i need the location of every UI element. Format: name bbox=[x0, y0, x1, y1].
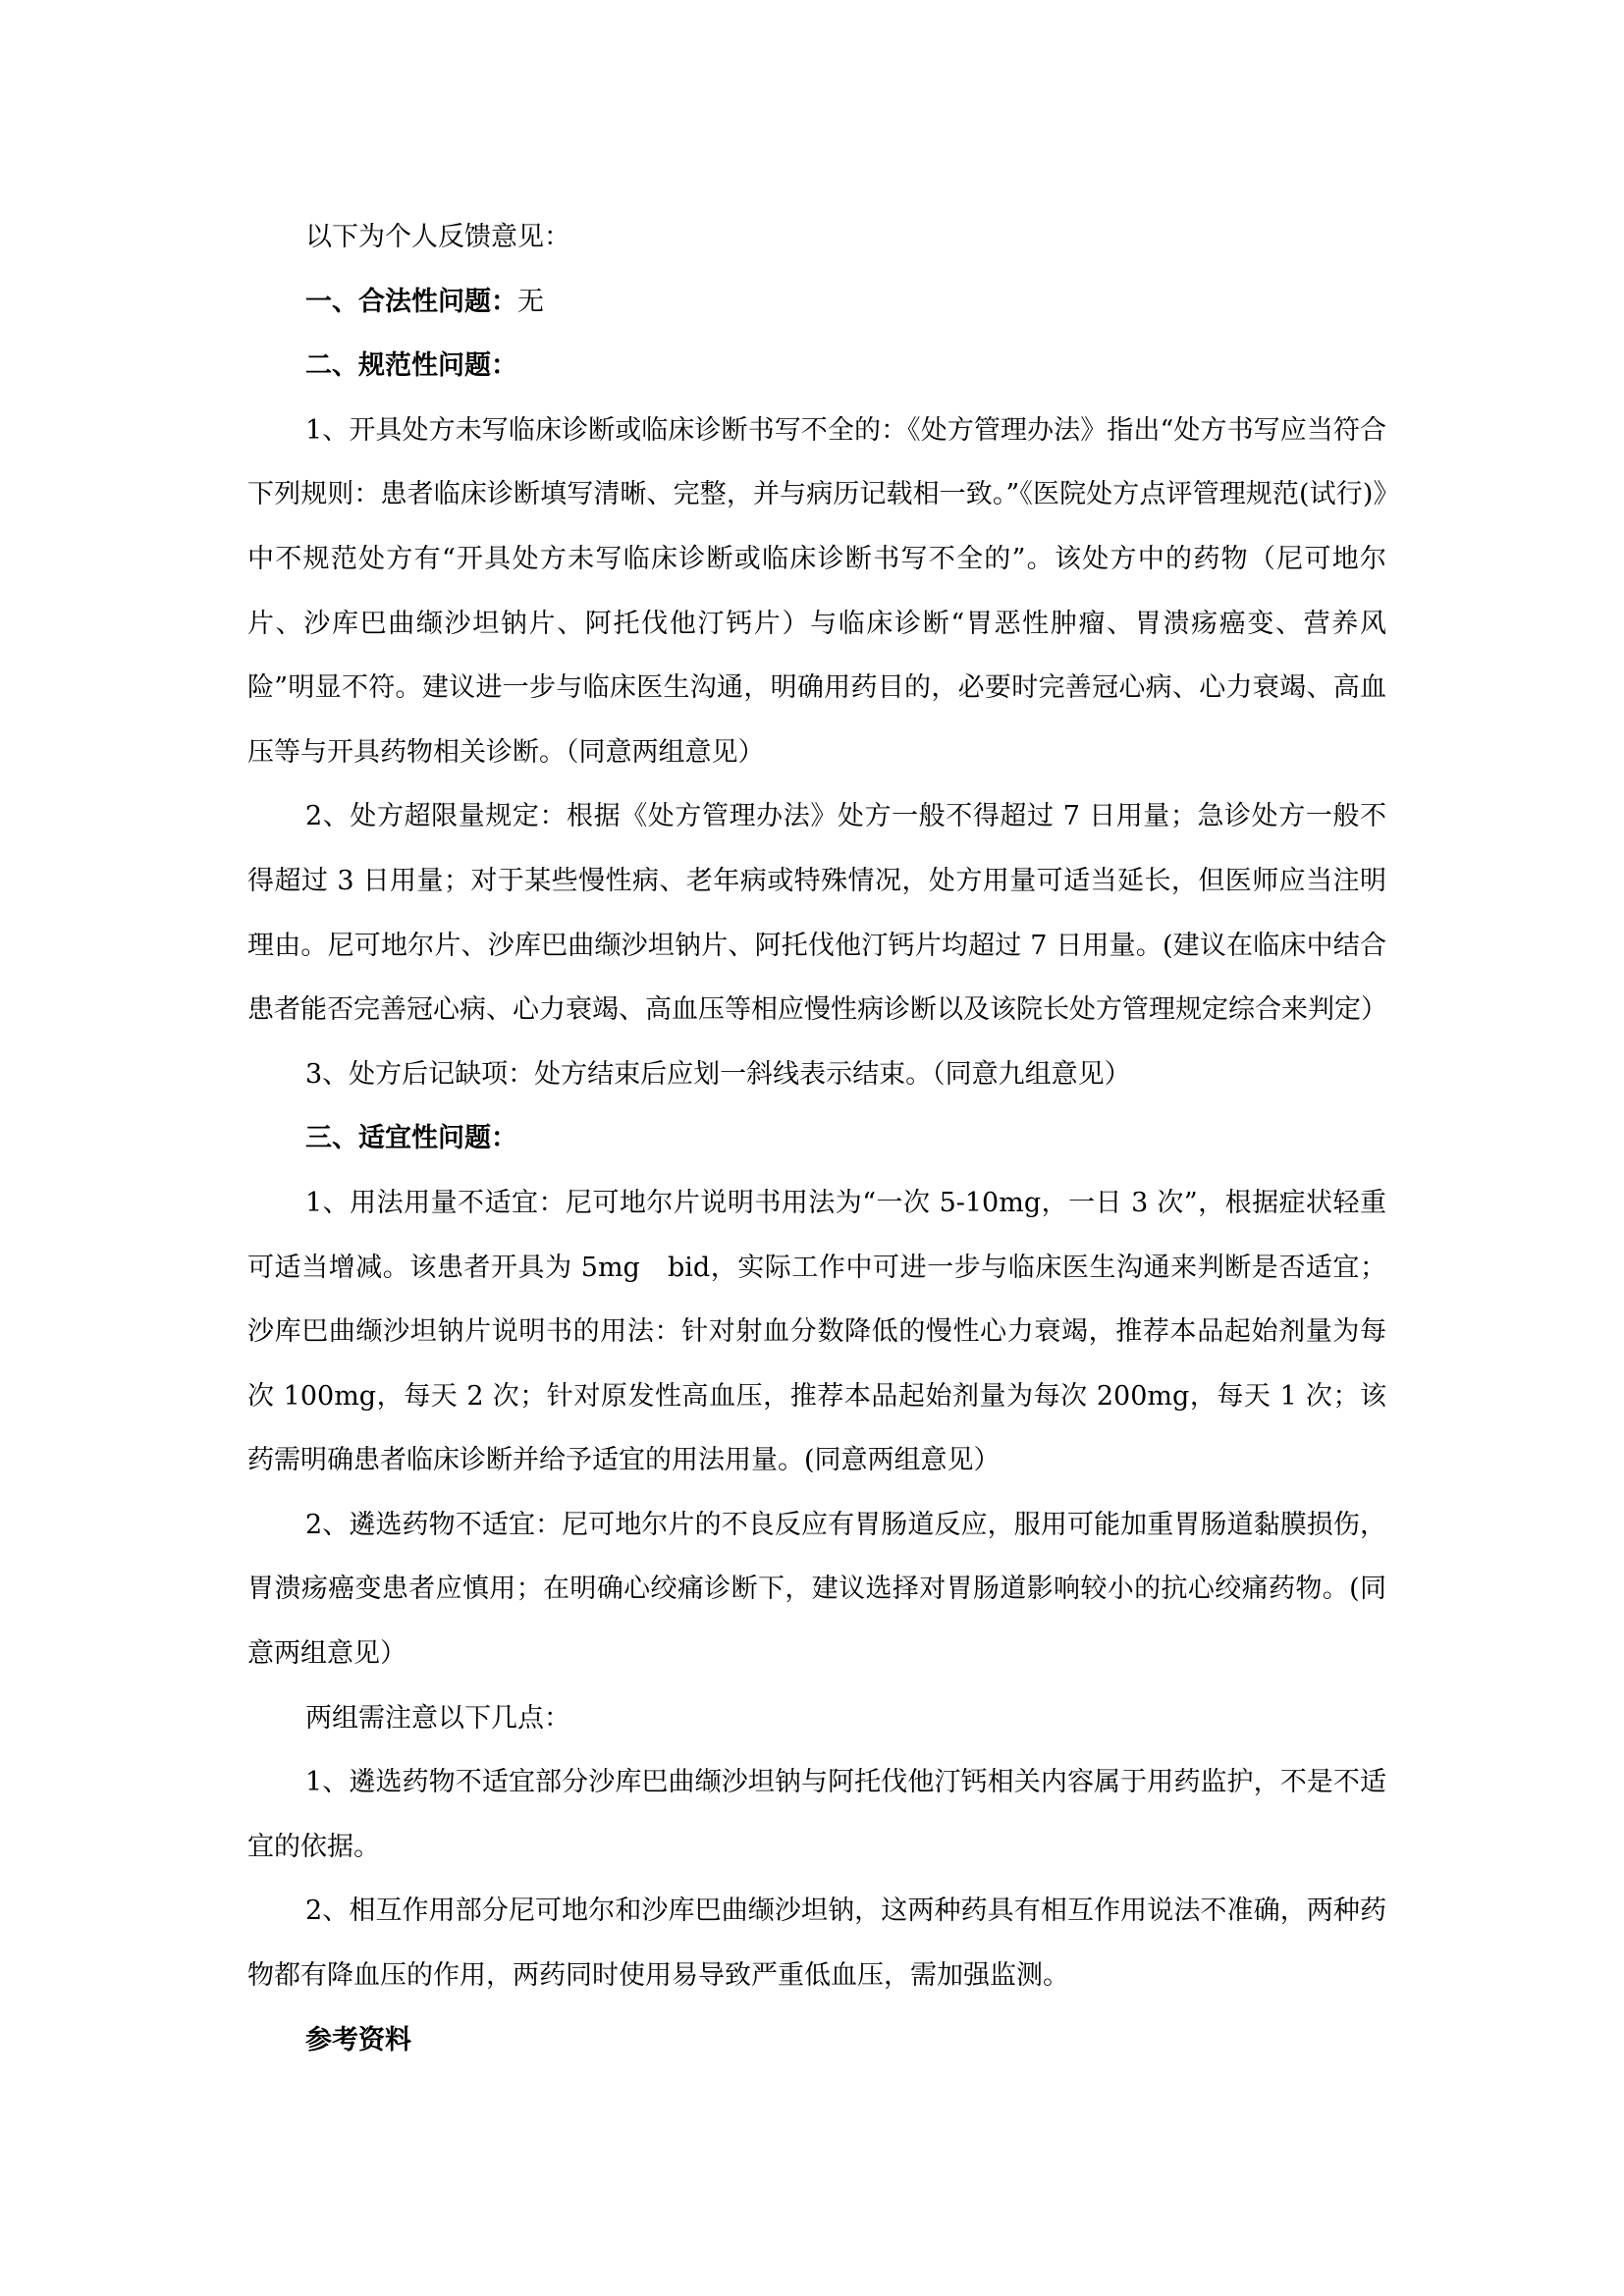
section3-heading: 三、适宜性问题： bbox=[305, 1123, 517, 1154]
section3-item-1: 1、用法用量不适宜：尼可地尔片说明书用法为“一次 5-10mg，一日 3 次”，根据症状轻重可适当增减。该患者开具为 5mg bid，实际工作中可进一步与临床医生沟通来判断是否适宜；沙库巴曲缬沙坦钠片说明书的用法：针对射血分数降低的慢性心力衰竭，推荐本品起始剂量为每次 100mg，每天 2 次；针对原发性高血压，推荐本品起始剂量为每次 200mg，每天 1 次；该药需明确患者临床诊断并给予适宜的用法用量。(同意两组意见） bbox=[247, 1187, 1386, 1476]
section2-item-3: 3、处方后记缺项：处方结束后应划一斜线表示结束。（同意九组意见） bbox=[305, 1058, 1131, 1090]
section1-line bbox=[247, 270, 1386, 335]
notes-heading: 两组需注意以下几点： bbox=[305, 1702, 570, 1734]
intro-paragraph: 以下为个人反馈意见： bbox=[305, 222, 570, 252]
section3-item-2: 2、遴选药物不适宜：尼可地尔片的不良反应有胃肠道反应，服用可能加重胃肠道黏膜损伤，胃溃疡癌变患者应慎用；在明确心绞痛诊断下，建议选择对胃肠道影响较小的抗心绞痛药物。(同意两组意见） bbox=[247, 1509, 1386, 1670]
section2-heading: 二、规范性问题： bbox=[305, 350, 517, 382]
references-heading: 参考资料 bbox=[305, 2024, 411, 2056]
section1-value: 无 bbox=[517, 286, 544, 317]
document-page bbox=[247, 205, 1386, 2072]
section2-item-1: 1、开具处方未写临床诊断或临床诊断书写不全的：《处方管理办法》指出“处方书写应当符合下列规则：患者临床诊断填写清晰、完整，并与病历记载相一致。”《医院处方点评管理规范(试行)》中不规范处方有“开具处方未写临床诊断或临床诊断书写不全的”。该处方中的药物（尼可地尔片、沙库巴曲缬沙坦钠片、阿托伐他汀钙片）与临床诊断“胃恶性肿瘤、胃溃疡癌变、营养风险”明显不符。建议进一步与临床医生沟通，明确用药目的，必要时完善冠心病、心力衰竭、高血压等与开具药物相关诊断。（同意两组意见） bbox=[247, 414, 1386, 768]
notes-item-2: 2、相互作用部分尼可地尔和沙库巴曲缬沙坦钠，这两种药具有相互作用说法不准确，两种药物都有降血压的作用，两药同时使用易导致严重低血压，需加强监测。 bbox=[247, 1896, 1386, 1992]
notes-item-1: 1、遴选药物不适宜部分沙库巴曲缬沙坦钠与阿托伐他汀钙相关内容属于用药监护，不是不适宜的依据。 bbox=[247, 1767, 1386, 1862]
section1-heading: 一、合法性问题： bbox=[305, 286, 517, 317]
section2-item-2: 2、处方超限量规定：根据《处方管理办法》处方一般不得超过 7 日用量；急诊处方一般不得超过 3 日用量；对于某些慢性病、老年病或特殊情况，处方用量可适当延长，但医师应当注明理由。尼可地尔片、沙库巴曲缬沙坦钠片、阿托伐他汀钙片均超过 7 日用量。(建议在临床中结合患者能否完善冠心病、心力衰竭、高血压等相应慢性病诊断以及该院长处方管理规定综合来判定） bbox=[247, 801, 1387, 1026]
